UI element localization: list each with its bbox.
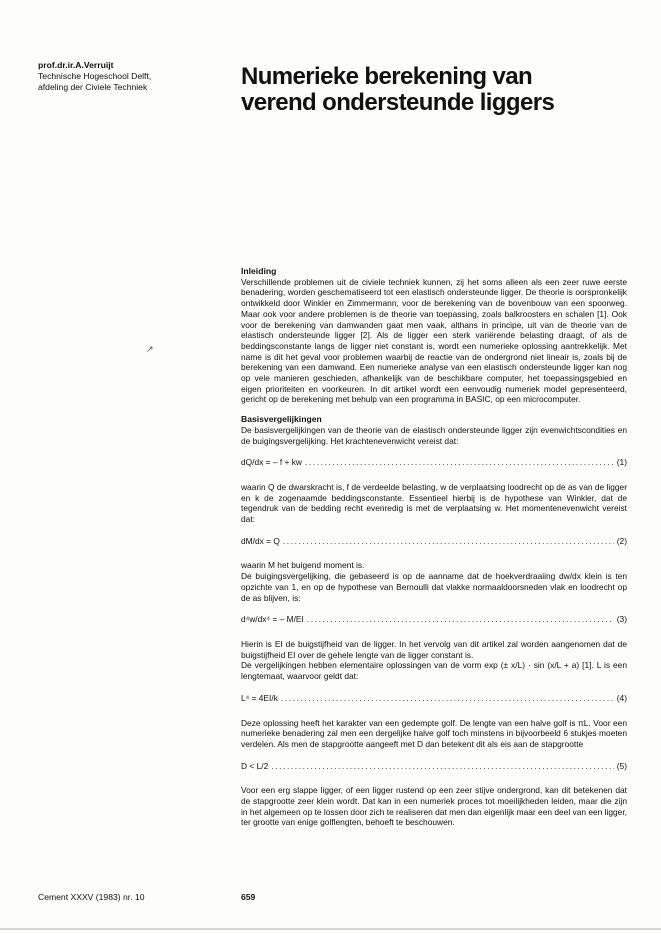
equation-leader-dots (307, 614, 614, 625)
equation-leader-dots (281, 693, 614, 704)
equation-5-number: (5) (616, 760, 627, 771)
section-heading-inleiding: Inleiding (241, 266, 277, 276)
equation-5 (241, 761, 627, 772)
equation-3 (241, 614, 627, 625)
paragraph-basis-1: De basisvergelijkingen van de theorie van de elastisch ondersteunde ligger zijn evenwichtscondities en de buigingsvergelijking. Het krachtenevenwicht vereist dat: (241, 424, 627, 446)
equation-2 (241, 536, 627, 547)
equation-5-formula: D < L/2 (241, 760, 269, 771)
author-affiliation-2: afdeling der Civiele Techniek (38, 82, 148, 92)
article-body (241, 266, 627, 828)
paragraph-inleiding: Verschillende problemen uit de civiele techniek kunnen, zij het soms alleen als een zeer ruwe eerste benadering, worden geschematiseerd tot een elastisch ondersteunde ligger. De theorie is oorspronkelijk ontwikkeld door Winkler en Zimmermann, voor de berekening van de bovenbouw van een spoorweg. Maar ook voor andere problemen is de theorie van toepassing, zoals balkroosters en schalen [1]. Ook voor de berekening van damwanden gaat men vaak, althans in principe, uit van de theorie van de elastisch ondersteunde ligger [2]. Als de ligger een sterk variërende belasting draagt, of als de beddingsconstante langs de ligger niet constant is, wordt een numerieke oplossing aantrekkelijk. Met name is dit het geval voor problemen waarbij de reactie van de ondergrond niet lineair is, zoals bij de berekening van een damwand. Een numerieke analyse van een elastisch ondersteunde ligger kan nog op vele manieren geschieden, afhankelijk van de beschikbare computer, het toepassingsgebied en eigen prioriteiten en voorkeuren. In dit artikel wordt een eenvoudig numeriek model gepresenteerd, gericht op de berekening met behulp van een programma in BASIC, op een microcomputer. (241, 276, 627, 405)
author-name: prof.dr.ir.A.Verruijt (38, 60, 114, 70)
equation-1-formula: dQ/dx = – f + kw (241, 457, 302, 468)
paragraph-basis-3a: waarin M het buigend moment is. (241, 560, 365, 571)
title-line-1: Numerieke berekening van (241, 63, 533, 90)
equation-2-number: (2) (616, 535, 627, 546)
equation-leader-dots (283, 536, 614, 547)
scan-edge-divider (0, 928, 661, 930)
paragraph-basis-5: Deze oplossing heeft het karakter van een gedempte golf. De lengte van een halve golf is πL. Voor een numerieke benadering zal men een dergelijke halve golf toch minstens in bijvoorbeeld 6 stukjes moeten verdelen. Als men de stapgrootte aangeeft met D dan betekent dit als eis aan de stapgrootte (241, 717, 627, 749)
equation-4 (241, 693, 627, 704)
paragraph-basis-2: waarin Q de dwarskracht is, f de verdeelde belasting, w de verplaatsing loodrecht op de as van de ligger en k de zogenaamde beddingsconstante. Essentieel hierbij is de hypothese van Winkler, dat de tegendruk van de bedding recht evenredig is met de verplaatsing w. Het momentenevenwicht vereist dat: (241, 481, 627, 525)
equation-3-formula: d⁴w/dx⁴ = – M/EI (241, 614, 304, 625)
journal-reference: Cement XXXV (1983) nr. 10 (38, 892, 145, 902)
paragraph-basis-3b: De buigingsvergelijking, die gebaseerd is op de aanname dat de hoekverdraaiing dw/dx klein is ten opzichte van 1, en op de hypothese van Bernoulli dat vlakke normaaldoorsneden vlak en loodrecht op de as blijven, is: (241, 571, 627, 603)
equation-2-formula: dM/dx = Q (241, 535, 280, 546)
scan-mark: ↗ (146, 344, 154, 354)
equation-leader-dots (305, 457, 614, 468)
equation-4-formula: L⁴ = 4EI/k (241, 692, 278, 703)
paragraph-basis-4b: De vergelijkingen hebben elementaire oplossingen van de vorm exp (± x/L) · sin (x/L + a) [1]. L is een lengtemaat, waarvoor geldt dat: (241, 660, 627, 682)
section-heading-basis: Basisvergelijkingen (241, 414, 322, 425)
title-line-2: verend ondersteunde liggers (241, 89, 555, 116)
paragraph-basis-4a: Hierin is EI de buigstijfheid van de ligger. In het vervolg van dit artikel zal worden aangenomen dat de buigstijfheid EI over de gehele lengte van de ligger constant is. (241, 638, 627, 660)
page-number: 659 (241, 892, 256, 902)
equation-4-number: (4) (616, 692, 627, 703)
paragraph-basis-6: Voor een erg slappe ligger, of een ligger rustend op een zeer stijve ondergrond, kan dit betekenen dat de stapgrootte zeer klein wordt. Dat kan in een numeriek proces tot moeilijkheden leiden, maar die zijn in het algemeen op te lossen door zich te realiseren dat men dan eigenlijk maar een deel van een ligger, ter grootte van enige golflengten, behoeft te beschouwen. (241, 785, 627, 828)
equation-1 (241, 457, 627, 468)
equation-leader-dots (271, 761, 614, 772)
author-block (38, 60, 218, 93)
article-title (241, 64, 641, 116)
author-affiliation-1: Technische Hogeschool Delft, (38, 71, 152, 81)
equation-1-number: (1) (616, 457, 627, 468)
equation-3-number: (3) (616, 614, 627, 625)
